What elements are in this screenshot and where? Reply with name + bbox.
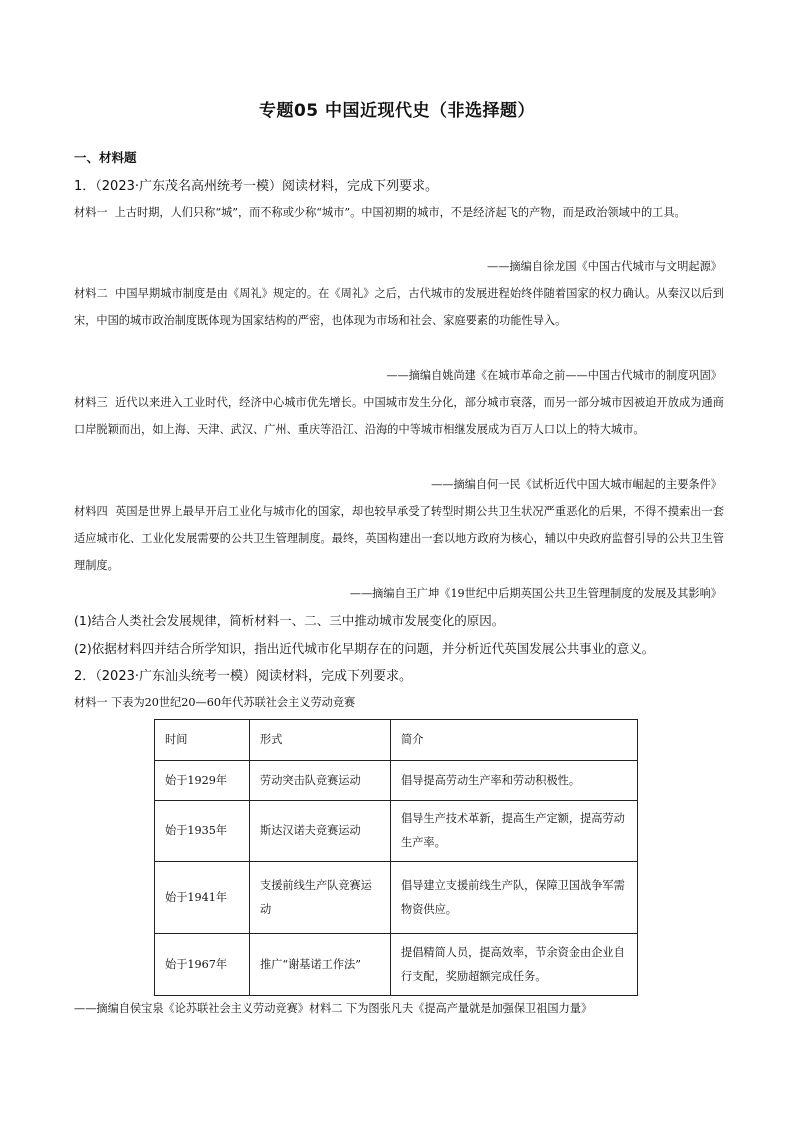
table-cell-form: 支援前线生产队竞赛运动 bbox=[250, 862, 391, 934]
page-title: 专题05 中国近现代史（非选择题） bbox=[258, 101, 536, 121]
material-4-source: ——摘编自王广坤《19世纪中后期英国公共卫生管理制度的发展及其影响》 bbox=[349, 587, 722, 600]
material-2-text: 材料二 中国早期城市制度是由《周礼》规定的。在《周礼》之后，古代城市的发展进程始终伴随着国家的权力确认。从秦汉以后到宋，中国的城市政治制度既体现为国家结构的严密，也体现为市场和社会、家庭要素的功能性导入。 bbox=[74, 287, 724, 327]
material-3-text: 材料三 近代以来进入工业时代，经济中心城市优先增长。中国城市发生分化，部分城市衰落，而另一部分城市因被迫开放成为通商口岸脱颖而出，如上海、天津、武汉、广州、重庆等沿江、沿海的中等城市相继发展成为百万人口以上的特大城市。 bbox=[74, 396, 724, 436]
table-row bbox=[155, 801, 638, 862]
table-cell-form: 劳动突击队竞赛运动 bbox=[250, 761, 391, 801]
material-4-text: 材料四 英国是世界上最早开启工业化与城市化的国家，却也较早承受了转型时期公共卫生状况严重恶化的后果，不得不摸索出一套适应城市化、工业化发展需要的公共卫生管理制度。最终，英国构建出一套以地方政府为核心，辅以中央政府监督引导的公共卫生管理制度。 bbox=[74, 505, 724, 572]
table-row bbox=[155, 934, 638, 996]
table-cell-time: 始于1967年 bbox=[155, 934, 250, 996]
table-cell-desc: 倡导生产技术革新，提高生产定额，提高劳动生产率。 bbox=[391, 801, 638, 862]
table-row bbox=[155, 761, 638, 801]
table-caption: 材料一 下表为20世纪20—60年代苏联社会主义劳动竞赛 bbox=[74, 696, 356, 709]
material-3-source: ——摘编自何一民《试析近代中国大城市崛起的主要条件》 bbox=[431, 478, 722, 491]
question-1-heading: 1．（2023·广东茂名高州统考一模）阅读材料，完成下列要求。 bbox=[74, 179, 438, 194]
table-header-row bbox=[155, 720, 638, 761]
material-source-footer: ——摘编自侯宝泉《论苏联社会主义劳动竞赛》材料二 下为图张凡夫《提高产量就是加强保卫祖国力量》 bbox=[74, 1002, 593, 1015]
labor-competition-table bbox=[154, 719, 638, 996]
table-cell-time: 始于1929年 bbox=[155, 761, 250, 801]
table-cell-time: 始于1941年 bbox=[155, 862, 250, 934]
table-cell-desc: 倡导建立支援前线生产队，保障卫国战争军需物资供应。 bbox=[391, 862, 638, 934]
table-header-cell: 时间 bbox=[155, 720, 250, 761]
question-1-task-2: (2)依据材料四并结合所学知识，指出近代城市化早期存在的问题，并分析近代英国发展公共事业的意义。 bbox=[74, 641, 655, 656]
question-2-heading: 2．（2023·广东汕头统考一模）阅读材料，完成下列要求。 bbox=[74, 669, 412, 684]
material-1-source: ——摘编自徐龙国《中国古代城市与文明起源》 bbox=[487, 260, 722, 273]
section-heading: 一、材料题 bbox=[74, 150, 137, 165]
question-1-task-1: (1)结合人类社会发展规律，简析材料一、二、三中推动城市发展变化的原因。 bbox=[74, 613, 505, 628]
table-cell-time: 始于1935年 bbox=[155, 801, 250, 862]
table-row bbox=[155, 862, 638, 934]
material-2-source: ——摘编自姚尚建《在城市革命之前——中国古代城市的制度巩固》 bbox=[386, 369, 722, 382]
table-cell-desc: 倡导提高劳动生产率和劳动积极性。 bbox=[391, 761, 638, 801]
table-cell-form: 斯达汉诺夫竞赛运动 bbox=[250, 801, 391, 862]
table-cell-form: 推广“谢基诺工作法” bbox=[250, 934, 391, 996]
material-1-text: 材料一 上古时期，人们只称“城”，而不称或少称“城市”。中国初期的城市，不是经济起飞的产物，而是政治领域中的工具。 bbox=[74, 206, 686, 219]
table-header-cell: 简介 bbox=[391, 720, 638, 761]
table-header-cell: 形式 bbox=[250, 720, 391, 761]
table-cell-desc: 提倡精简人员，提高效率，节余资金由企业自行支配，奖励超额完成任务。 bbox=[391, 934, 638, 996]
